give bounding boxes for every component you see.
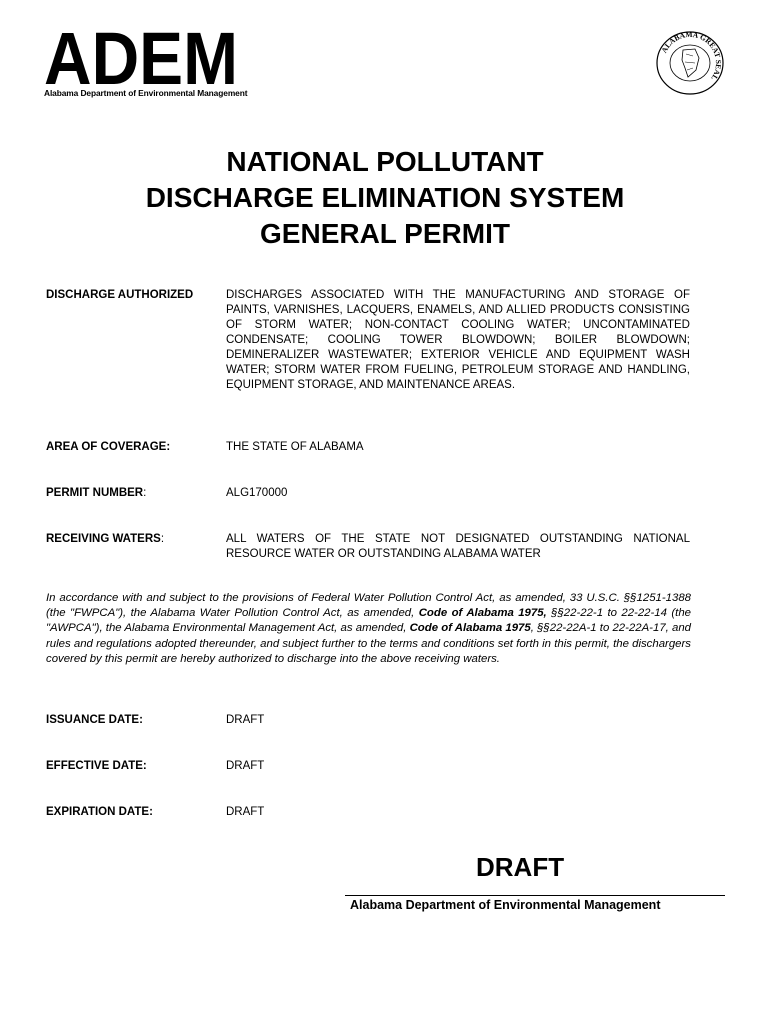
receiving-waters-label-text: RECEIVING WATERS xyxy=(46,533,161,545)
title-line-3: GENERAL PERMIT xyxy=(260,218,510,249)
receiving-waters-label xyxy=(46,532,164,547)
area-of-coverage-label: AREA OF COVERAGE: xyxy=(46,441,171,453)
issuance-date-label: ISSUANCE DATE: xyxy=(46,714,143,726)
title-line-2: DISCHARGE ELIMINATION SYSTEM xyxy=(145,182,625,213)
effective-date-value: DRAFT xyxy=(226,760,265,772)
authority-citation-2: Code of Alabama 1975 xyxy=(409,622,531,635)
permit-number-label-text: PERMIT NUMBER xyxy=(46,487,144,499)
signature-agency: Alabama Department of Environmental Management xyxy=(350,898,661,912)
effective-date-label: EFFECTIVE DATE: xyxy=(46,760,147,772)
discharge-authorized-value: DISCHARGES ASSOCIATED WITH THE MANUFACTURING AND STORAGE OF PAINTS, VARNISHES, LACQUERS, ENAMELS, AND ALLIED PRODUCTS CONSISTING OF STORM WATER; NON-CONTACT COOLING WATER; UNCONTAMINATED CONDENSATE; COOLING TOWER BLOWDOWN; BOILER BLOWDOWN; DEMINERALIZER WASTEWATER; EXTERIOR VEHICLE AND EQUIPMENT WASH WATER; STORM WATER FROM FUELING, PETROLEUM STORAGE AND HANDLING, EQUIPMENT STORAGE, AND MAINTENANCE AREAS. xyxy=(226,289,690,391)
authority-text-1: In accordance with and subject to the provisions of Federal Water Pollution Control Act, as amended, 33 U.S.C. §§1251-1388 (the "FWPCA"), the Alabama Water Pollution Control Act, as amended, xyxy=(46,592,691,620)
expiration-date-value: DRAFT xyxy=(226,806,265,818)
receiving-waters-value: ALL WATERS OF THE STATE NOT DESIGNATED OUTSTANDING NATIONAL RESOURCE WATER OR OUTSTANDING ALABAMA WATER xyxy=(226,533,690,560)
issuance-date-value: DRAFT xyxy=(226,714,265,726)
adem-logo xyxy=(44,28,248,98)
adem-logo-mark xyxy=(44,28,240,88)
state-seal-icon xyxy=(655,30,725,96)
expiration-date-label: EXPIRATION DATE: xyxy=(46,806,153,818)
receiving-waters-colon: : xyxy=(160,533,165,545)
authority-paragraph xyxy=(46,591,691,667)
permit-number-colon: : xyxy=(143,487,147,499)
authority-citation-1: Code of Alabama 1975, xyxy=(418,607,547,620)
title-line-1: NATIONAL POLLUTANT xyxy=(226,146,544,177)
draft-watermark: DRAFT xyxy=(476,852,565,882)
logo-subtitle: Alabama Department of Environmental Management xyxy=(44,88,248,98)
discharge-authorized-label: DISCHARGE AUTHORIZED xyxy=(46,289,194,301)
logo-wordmark: ADEM xyxy=(44,28,238,88)
signature-line xyxy=(345,895,725,896)
seal-text: ALABAMA GREAT SEAL xyxy=(659,30,724,82)
page-title xyxy=(0,144,770,252)
authority-text-3: , §§22-22A-1 to 22-22A-17, and rules and regulations adopted thereunder, and subject further to the terms and conditions set forth in this permit, the dischargers covered by this permit are hereby authorized to discharge into the above receiving waters. xyxy=(46,622,691,665)
authority-text-2: §§22-22-1 to 22-22-14 (the "AWPCA"), the Alabama Environmental Management Act, as amended, xyxy=(46,607,691,635)
area-of-coverage-value: THE STATE OF ALABAMA xyxy=(226,441,364,453)
permit-number-value: ALG170000 xyxy=(226,487,288,499)
permit-number-label xyxy=(46,486,146,501)
